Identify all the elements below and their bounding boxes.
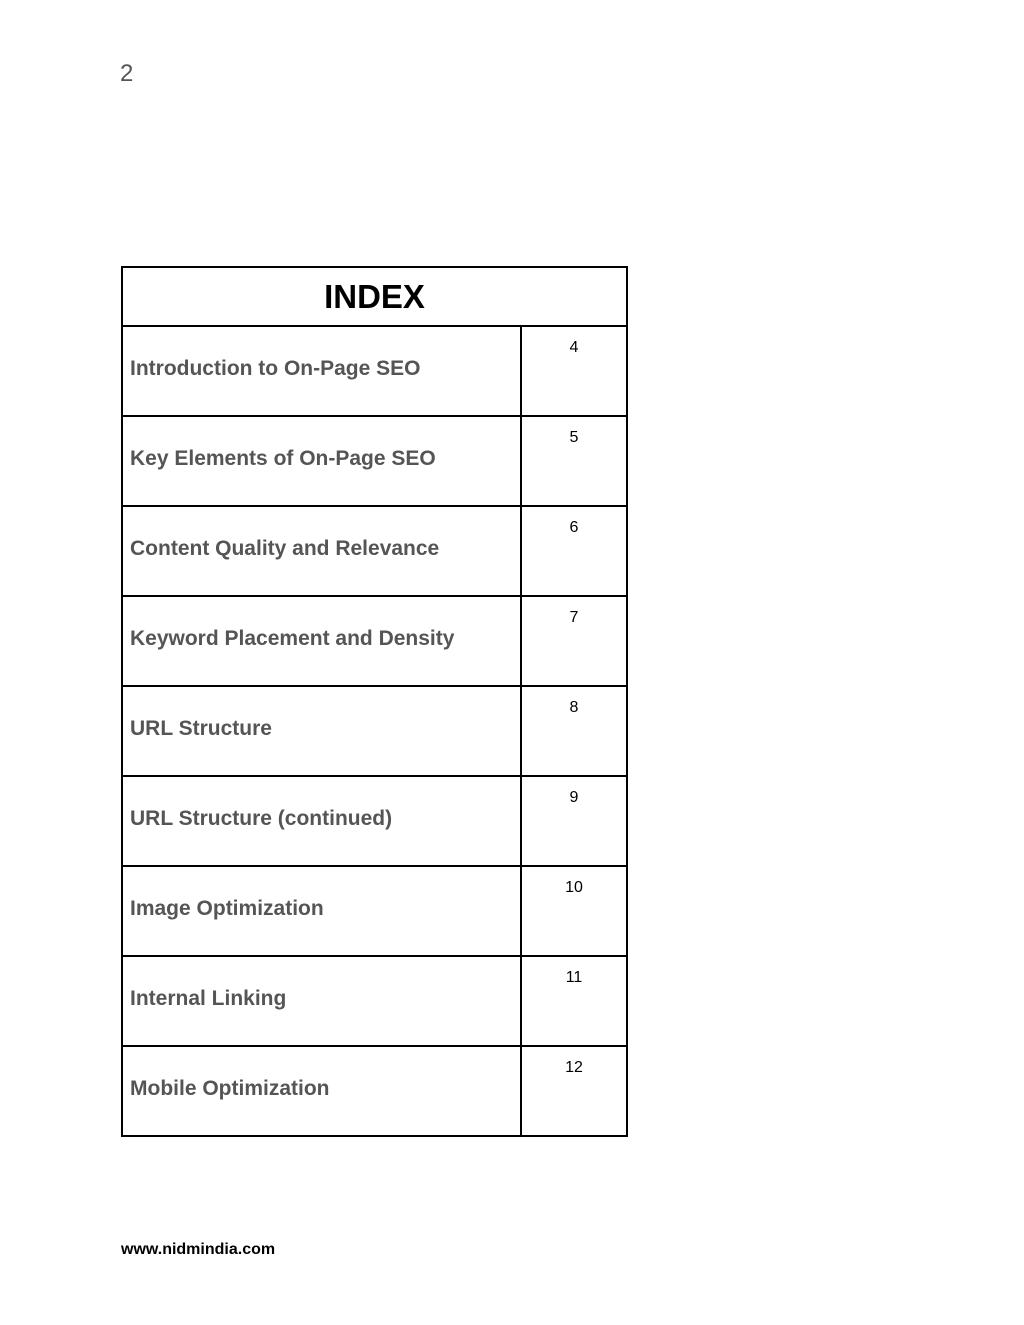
index-entry-title-cell bbox=[122, 956, 521, 1046]
table-row bbox=[122, 596, 627, 686]
index-entry-title-cell bbox=[122, 596, 521, 686]
table-row bbox=[122, 956, 627, 1046]
index-entry-page: 4 bbox=[569, 339, 579, 356]
table-row bbox=[122, 686, 627, 776]
index-table bbox=[121, 266, 628, 1137]
page-number: 2 bbox=[120, 60, 134, 87]
table-row bbox=[122, 506, 627, 596]
index-header-row bbox=[122, 267, 627, 326]
table-row bbox=[122, 866, 627, 956]
index-entry-page-cell bbox=[521, 776, 627, 866]
index-entry-page: 11 bbox=[565, 969, 583, 986]
index-entry-page-cell bbox=[521, 1046, 627, 1136]
footer-website-url: www.nidmindia.com bbox=[121, 1241, 276, 1258]
index-entry-title: Keyword Placement and Density bbox=[130, 627, 455, 650]
index-entry-title: URL Structure bbox=[130, 717, 272, 740]
index-entry-page-cell bbox=[521, 416, 627, 506]
index-entry-title-cell bbox=[122, 506, 521, 596]
index-entry-page: 6 bbox=[569, 519, 579, 536]
index-entry-page: 10 bbox=[565, 879, 583, 896]
index-entry-page-cell bbox=[521, 866, 627, 956]
index-entry-page: 9 bbox=[569, 789, 579, 806]
index-entry-page-cell bbox=[521, 686, 627, 776]
index-entry-page: 7 bbox=[569, 609, 579, 626]
index-entry-title: Introduction to On-Page SEO bbox=[130, 357, 421, 380]
index-entry-title-cell bbox=[122, 776, 521, 866]
index-entry-title: URL Structure (continued) bbox=[130, 807, 393, 830]
index-entry-page: 8 bbox=[569, 699, 579, 716]
index-entry-title-cell bbox=[122, 1046, 521, 1136]
table-row bbox=[122, 776, 627, 866]
index-entry-page-cell bbox=[521, 326, 627, 416]
index-entry-title: Mobile Optimization bbox=[130, 1077, 330, 1100]
index-entry-title: Image Optimization bbox=[130, 897, 324, 920]
index-entry-page-cell bbox=[521, 596, 627, 686]
index-entry-title-cell bbox=[122, 326, 521, 416]
index-entry-title-cell bbox=[122, 416, 521, 506]
index-entry-title: Internal Linking bbox=[130, 987, 287, 1010]
index-entry-title-cell bbox=[122, 866, 521, 956]
table-row bbox=[122, 326, 627, 416]
index-entry-page: 5 bbox=[569, 429, 579, 446]
index-title: INDEX bbox=[122, 267, 627, 326]
table-row bbox=[122, 1046, 627, 1136]
index-entry-title: Content Quality and Relevance bbox=[130, 537, 440, 560]
index-entry-page: 12 bbox=[565, 1059, 583, 1076]
index-entry-title-cell bbox=[122, 686, 521, 776]
index-entry-page-cell bbox=[521, 506, 627, 596]
index-entry-title: Key Elements of On-Page SEO bbox=[130, 447, 436, 470]
table-row bbox=[122, 416, 627, 506]
index-entry-page-cell bbox=[521, 956, 627, 1046]
